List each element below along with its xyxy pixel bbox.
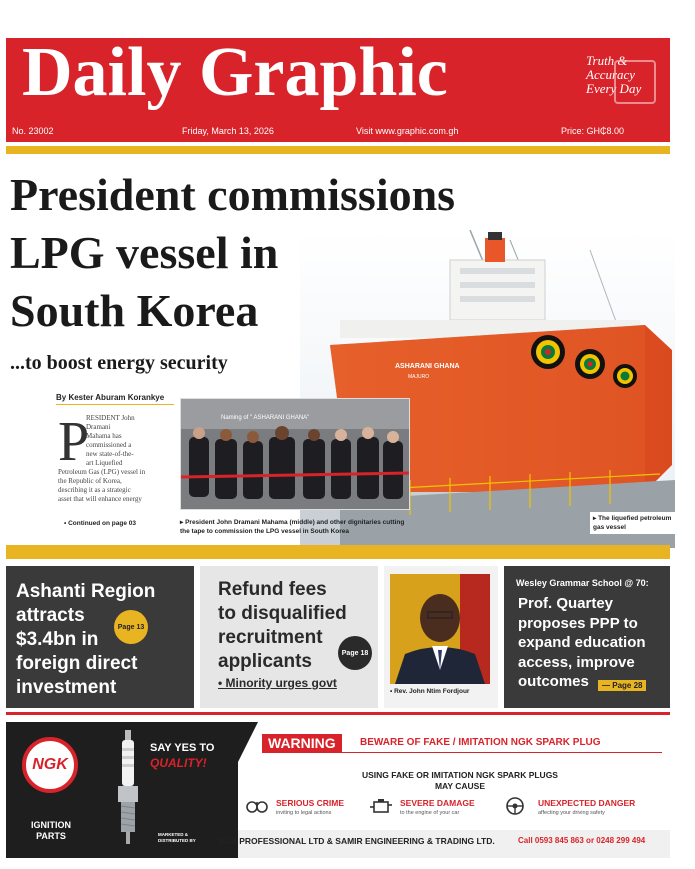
ad-slogan-2: QUALITY! — [150, 756, 207, 770]
portrait-caption: • Rev. John Ntim Fordjour — [390, 688, 470, 695]
portrait-photo — [390, 574, 490, 684]
lead-subhead: ...to boost energy security — [10, 352, 228, 374]
byline-rule — [56, 404, 174, 405]
warning-item-danger-sub: affecting your driving safety — [538, 810, 605, 816]
photo-banner-text: Naming of " ASHARANI GHANA" — [221, 415, 310, 421]
page-badge-18[interactable] — [338, 636, 372, 670]
teaser-line: access, improve — [518, 653, 635, 671]
teaser-line: investment — [16, 677, 117, 698]
badge-text: Page 28 — [612, 681, 643, 690]
ignition-line-1: IGNITION — [31, 820, 71, 830]
warning-item-damage: SEVERE DAMAGE — [400, 798, 475, 808]
teaser-line: proposes PPP to — [518, 614, 638, 632]
teaser-kicker: • Minority urges govt — [218, 676, 337, 690]
marketed-line-2: DISTRIBUTED BY — [158, 838, 196, 843]
teaser-line: foreign direct — [16, 653, 138, 674]
continued-link[interactable]: • Continued on page 03 — [64, 520, 136, 527]
teaser-line: to disqualified — [218, 603, 347, 624]
photo-caption-text: President John Dramani Mahama (middle) and other dignitaries cutting the tape to commission the LPG vessel in South Korea — [180, 519, 405, 535]
body-line: Mahama has — [86, 432, 122, 440]
price: Price: GH₵8.00 — [561, 126, 625, 136]
ignition-label — [20, 820, 82, 842]
teaser-line: attracts — [16, 605, 85, 626]
divider-red — [6, 712, 670, 715]
warning-item-damage-sub: to the engine of your car — [400, 810, 460, 816]
subtext-line-2: MAY CAUSE — [434, 781, 486, 791]
teaser-wesley-headline — [518, 594, 646, 692]
website[interactable]: Visit www.graphic.com.gh — [356, 126, 459, 136]
body-line: RESIDENT John — [86, 414, 135, 422]
badge-text: Page 18 — [341, 649, 369, 657]
teaser-wesley-label: Wesley Grammar School @ 70: — [516, 578, 649, 588]
phone-numbers[interactable]: Call 0593 845 863 or 0248 299 494 — [518, 836, 646, 845]
tagline-line-1: Truth & — [586, 53, 628, 68]
teaser-line: $3.4bn in — [16, 629, 99, 650]
teaser-line: expand education — [518, 634, 646, 651]
byline: By Kester Aburam Korankye — [56, 393, 165, 402]
portrait-caption-text: Rev. John Ntim Fordjour — [394, 688, 470, 695]
teaser-line: recruitment — [218, 627, 323, 648]
headline-line-3: South Korea — [10, 285, 259, 336]
teaser-line: applicants — [218, 651, 312, 672]
teaser-refund-headline — [218, 578, 347, 674]
headline-line-2: LPG vessel in — [10, 227, 279, 278]
divider-gold — [6, 146, 670, 154]
body-line: describing it as a strategic — [58, 486, 131, 494]
ship-caption: ▸ The liquefied petroleum gas vessel — [590, 512, 676, 534]
engine-icon — [370, 797, 392, 815]
headline-line-1: President commissions — [10, 169, 456, 220]
lead-headline[interactable] — [10, 166, 670, 340]
subtext-line-1: USING FAKE OR IMITATION NGK SPARK PLUGS — [362, 770, 558, 780]
continued-text: Continued on page 03 — [68, 520, 136, 527]
warning-text: BEWARE OF FAKE / IMITATION NGK SPARK PLUG — [360, 737, 601, 748]
ad-slogan-1: SAY YES TO — [150, 742, 215, 754]
teaser-line: Prof. Quartey — [518, 595, 614, 612]
body-line: new state-of-the- — [86, 450, 134, 458]
stamp-icon — [614, 60, 656, 104]
body-line: Dramani — [86, 423, 111, 431]
warning-item-crime-sub: inviting to legal actions — [276, 810, 332, 816]
warning-rule — [262, 752, 662, 753]
ngk-logo-text: NGK — [32, 756, 68, 773]
page-badge-13[interactable] — [114, 610, 148, 644]
steering-wheel-icon — [504, 797, 526, 815]
body-line: the Republic of Korea, — [58, 477, 122, 485]
body-line: commissioned a — [86, 441, 132, 449]
tagline-line-2: Accuracy — [586, 67, 636, 82]
lead-body — [58, 411, 174, 504]
body-line: asset that will enhance energy — [58, 495, 142, 503]
teaser-line: Ashanti Region — [16, 581, 156, 602]
distributor: MAX PROFESSIONAL LTD & SAMIR ENGINEERING & TRADING LTD. — [218, 836, 495, 846]
ship-name-text: ASHARANI GHANA — [395, 363, 460, 370]
issue-date: Friday, March 13, 2026 — [182, 126, 274, 136]
body-line: art Liquefied — [86, 459, 123, 467]
marketed-line-1: MARKETED & — [158, 832, 188, 837]
kicker-text: Minority urges govt — [225, 676, 337, 690]
ignition-line-2: PARTS — [36, 831, 66, 841]
warning-subtext — [290, 770, 630, 792]
newspaper-title: Daily Graphic — [22, 34, 448, 111]
handcuffs-icon — [246, 797, 268, 815]
teaser-line: outcomes — [518, 673, 589, 690]
warning-item-danger: UNEXPECTED DANGER — [538, 798, 636, 808]
issue-number: No. 23002 — [12, 126, 54, 136]
divider-gold-2 — [6, 545, 670, 559]
dropcap: P — [58, 411, 90, 473]
photo-caption: ▸ President John Dramani Mahama (middle) and other dignitaries cutting the tape to commission the LPG vessel in South Korea — [180, 519, 405, 535]
body-line: Petroleum Gas (LPG) vessel in — [58, 468, 146, 476]
page-badge-28[interactable]: — Page 28 — [598, 680, 646, 691]
ngk-logo — [22, 737, 78, 793]
spark-plug-icon — [114, 730, 142, 854]
warning-item-crime: SERIOUS CRIME — [276, 798, 345, 808]
ship-caption-text: The liquefied petroleum gas vessel — [593, 515, 672, 531]
tagline-line-3: Every Day — [586, 81, 642, 96]
badge-text: Page 13 — [117, 623, 145, 631]
marketed-by — [158, 832, 196, 844]
ribbon-cutting-photo — [180, 398, 410, 510]
warning-label: WARNING — [262, 734, 342, 752]
teaser-line: Refund fees — [218, 579, 327, 600]
ship-port-text: MAJURO — [408, 374, 430, 380]
